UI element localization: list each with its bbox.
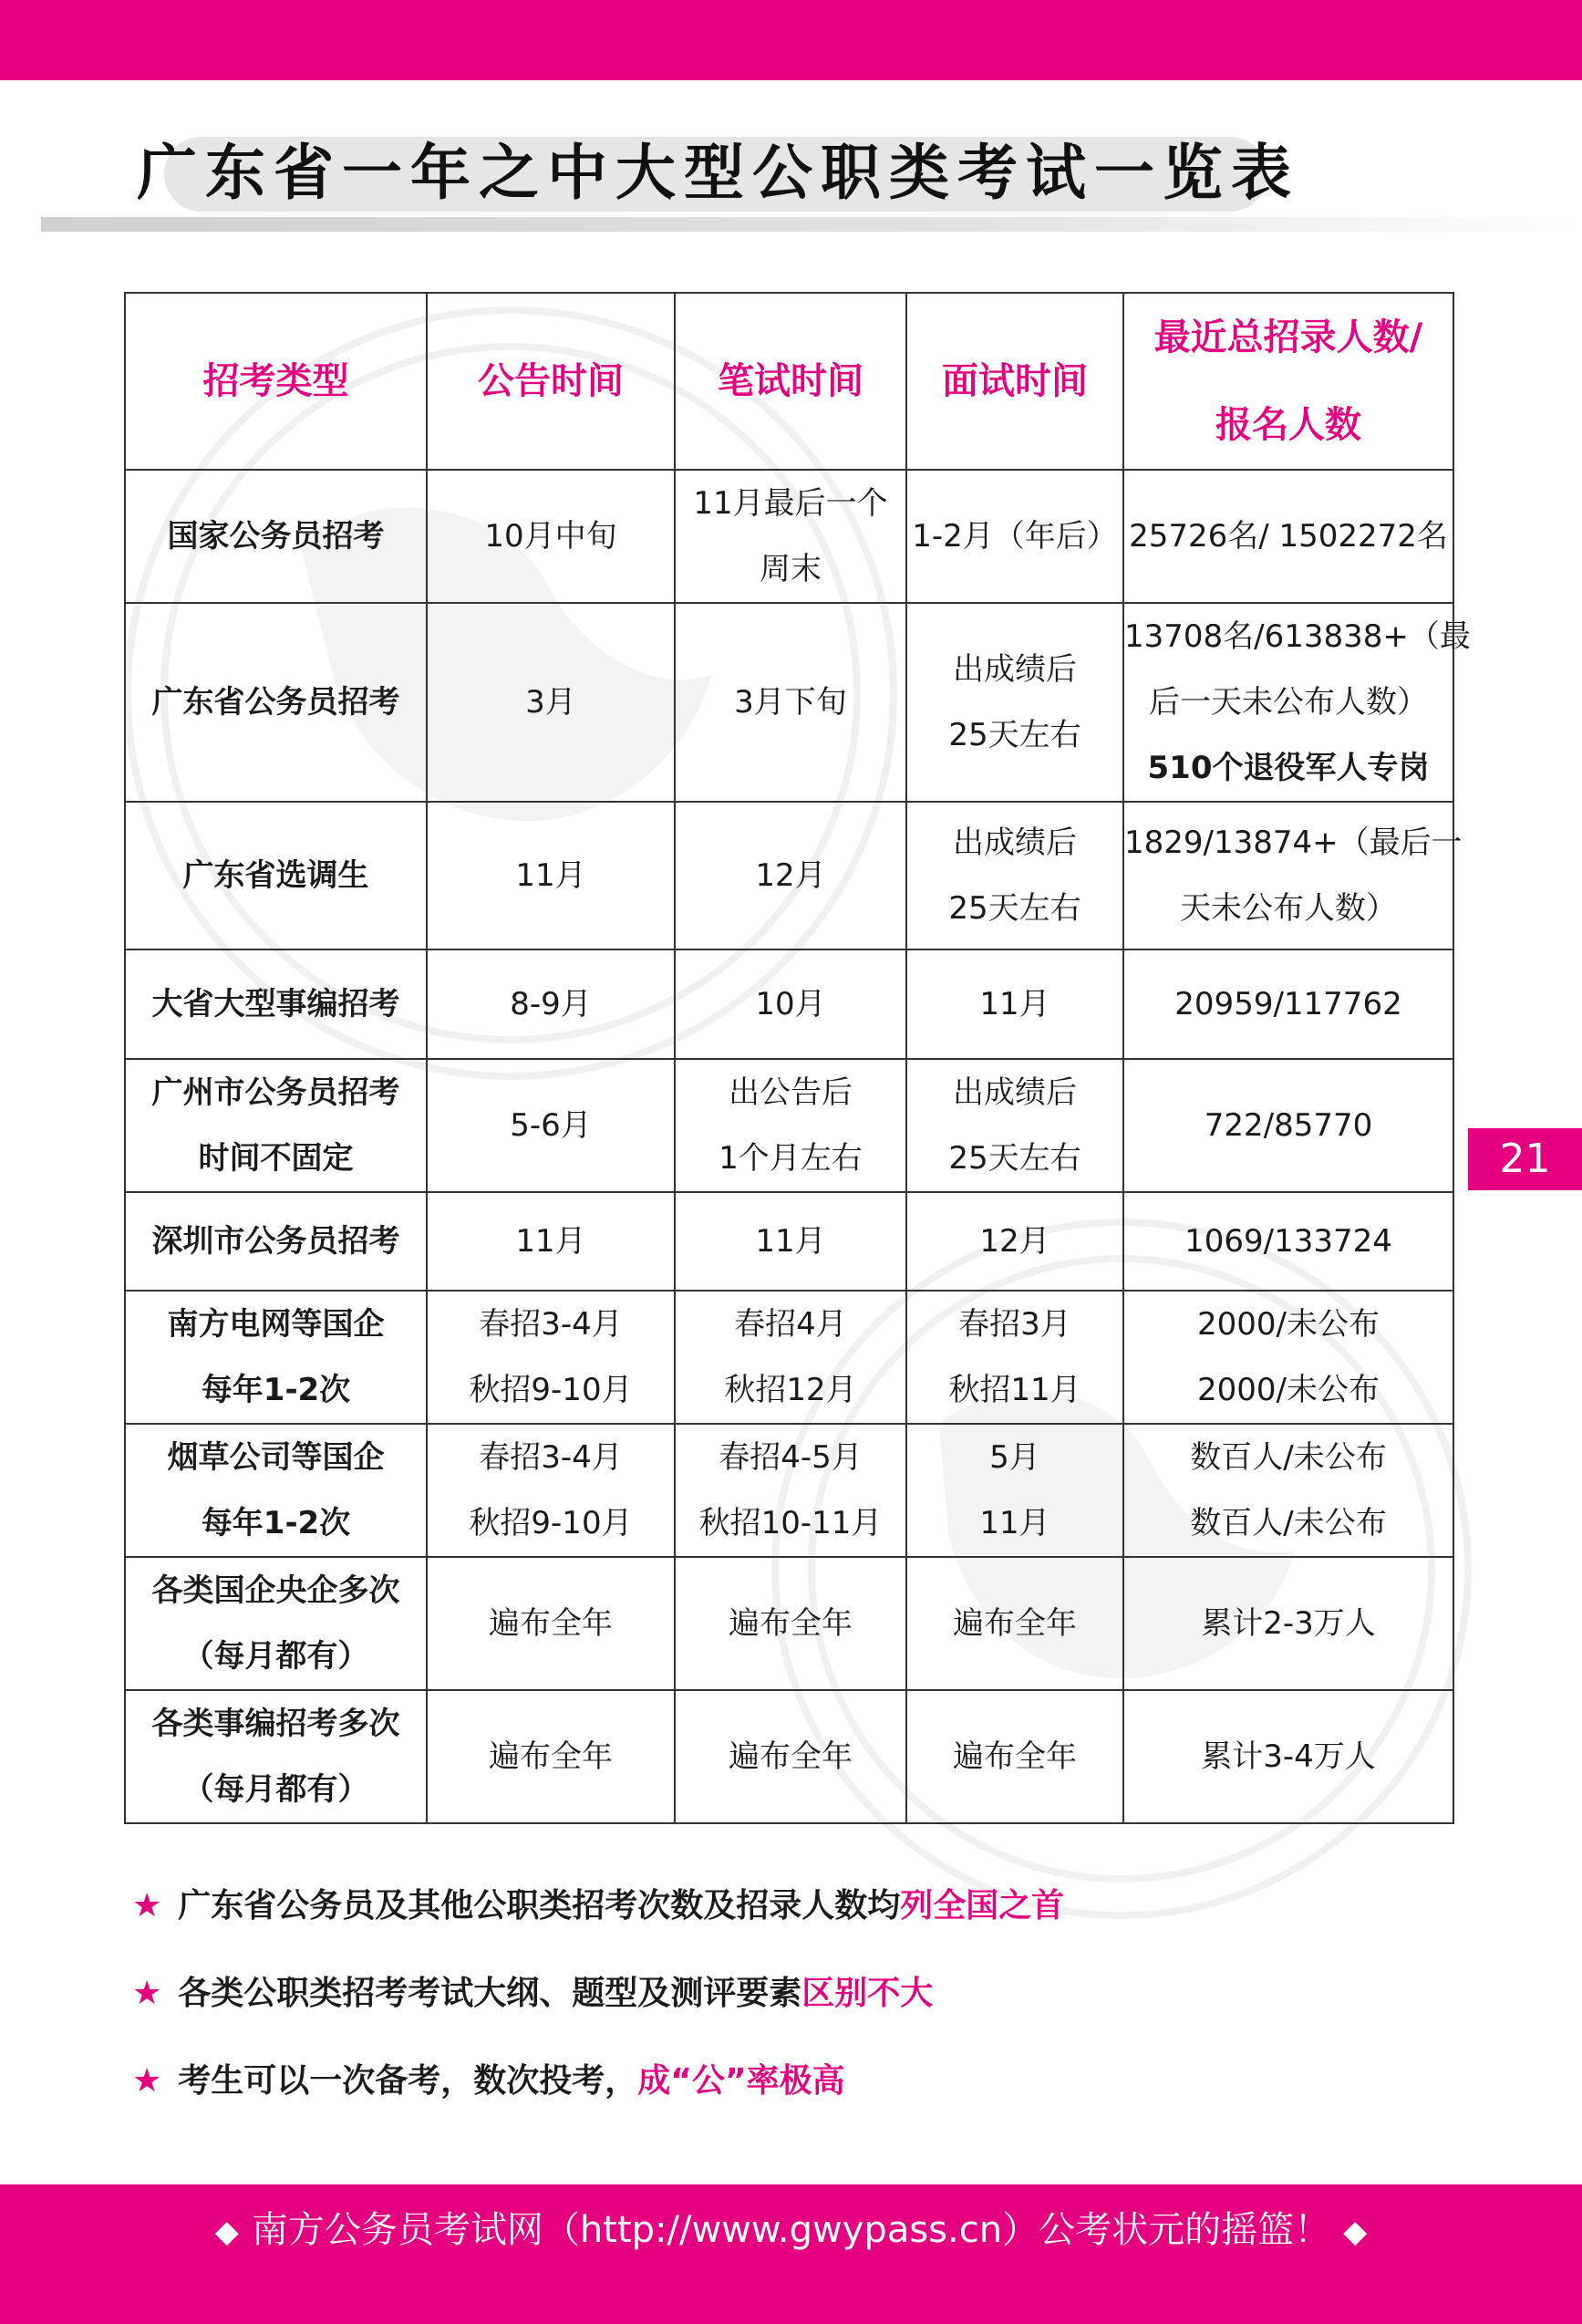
cell-announce-time <box>427 1059 675 1192</box>
cell-interview-time <box>906 802 1123 949</box>
cell-text-line: 深圳市公务员招考 <box>151 1223 400 1260</box>
header-announce-time <box>427 293 675 470</box>
header-interview-time <box>906 293 1123 470</box>
cell-text-line: 春招3月 <box>958 1306 1071 1343</box>
cell-text-line: 1-2月（年后） <box>912 518 1118 555</box>
cell-recruit-count <box>1123 1557 1453 1690</box>
cell-text-line: 13708名/613838+（最 <box>1124 618 1471 655</box>
cell-interview-time <box>906 603 1123 802</box>
cell-text-line: 1069/133724 <box>1184 1223 1392 1260</box>
header-label: 面试时间 <box>942 360 1088 402</box>
cell-interview-time <box>906 470 1123 603</box>
cell-text-line: 时间不固定 <box>198 1140 354 1177</box>
cell-text-line: 1829/13874+（最后一 <box>1124 825 1463 861</box>
note-item <box>132 1966 1454 2054</box>
table-row <box>125 1690 1453 1823</box>
cell-text-line: 5-6月 <box>510 1107 592 1144</box>
cell-text-line: 累计2-3万人 <box>1201 1605 1376 1642</box>
cell-text-line: 11月 <box>515 857 586 894</box>
notes-list <box>132 1879 1454 2142</box>
note-item <box>132 2054 1454 2142</box>
cell-text-line: 秋招10-11月 <box>698 1505 883 1541</box>
cell-text-line: （每月都有） <box>182 1638 369 1675</box>
cell-text-line: 8-9月 <box>510 986 592 1022</box>
cell-text-line: 2000/未公布 <box>1197 1372 1380 1408</box>
cell-text-line: 遍布全年 <box>953 1605 1077 1642</box>
table-row <box>125 1424 1453 1557</box>
cell-text-line: 遍布全年 <box>489 1738 613 1775</box>
cell-text-line: 大省大型事编招考 <box>151 986 400 1022</box>
table-header-row <box>125 293 1453 470</box>
cell-text-line: 20959/117762 <box>1174 986 1402 1022</box>
cell-exam-type <box>125 1424 427 1557</box>
cell-text-line: 722/85770 <box>1204 1107 1373 1144</box>
cell-recruit-count <box>1123 802 1463 949</box>
cell-written-time <box>675 1690 906 1823</box>
note-highlight: 区别不大 <box>801 1975 934 2012</box>
footer-banner <box>0 2184 1582 2324</box>
header-exam-type <box>125 293 427 470</box>
cell-text-line: 各类国企央企多次 <box>151 1572 400 1609</box>
table-row <box>125 1059 1453 1192</box>
cell-text-line: 25天左右 <box>948 890 1081 927</box>
diamond-icon: ◆ <box>1343 2214 1368 2250</box>
cell-written-time <box>675 949 906 1059</box>
cell-recruit-count <box>1123 470 1453 603</box>
page-number-badge: 21 <box>1468 1128 1582 1190</box>
cell-announce-time <box>427 1192 675 1291</box>
cell-text-line: 25726名/ 1502272名 <box>1129 518 1448 555</box>
cell-text-line: 11月 <box>755 1223 826 1260</box>
cell-recruit-count <box>1123 1291 1453 1424</box>
cell-interview-time <box>906 1192 1123 1291</box>
cell-exam-type <box>125 949 427 1059</box>
cell-text-line: 数百人/未公布 <box>1190 1439 1387 1476</box>
cell-text-line: 秋招9-10月 <box>469 1505 633 1541</box>
note-text: 广东省公务员及其他公职类招考次数及招录人数均 <box>178 1887 901 1925</box>
cell-exam-type <box>125 603 427 802</box>
table-row <box>125 603 1453 802</box>
cell-text-line: 春招4-5月 <box>719 1439 863 1476</box>
cell-announce-time <box>427 603 675 802</box>
cell-text-line: 秋招12月 <box>724 1372 857 1408</box>
cell-text-line: 12月 <box>755 857 826 894</box>
table-row <box>125 949 1453 1059</box>
diamond-icon: ◆ <box>214 2214 239 2250</box>
cell-text-line: 10月中旬 <box>484 518 617 555</box>
cell-text-line: 广东省公务员招考 <box>151 684 400 721</box>
title-block <box>128 128 1313 219</box>
cell-written-time <box>675 1059 906 1192</box>
cell-text-line: 广东省选调生 <box>182 857 369 894</box>
cell-text-line: 11月 <box>979 986 1050 1022</box>
cell-text-line: 出成绩后 <box>953 1074 1077 1111</box>
cell-text-line: 遍布全年 <box>953 1738 1077 1775</box>
veteran-posts-note: 510个退役军人专岗 <box>1147 750 1430 786</box>
cell-text-line: 春招4月 <box>734 1306 847 1343</box>
cell-text-line: 累计3-4万人 <box>1201 1738 1376 1775</box>
cell-interview-time <box>906 1291 1123 1424</box>
exam-schedule-table <box>124 292 1471 1824</box>
cell-text-line: 11月 <box>979 1505 1050 1541</box>
cell-interview-time <box>906 1059 1123 1192</box>
header-label: 公告时间 <box>478 360 624 402</box>
page-title: 广东省一年之中大型公职类考试一览表 <box>137 138 1299 208</box>
cell-text-line: 数百人/未公布 <box>1190 1505 1387 1541</box>
table-row <box>125 1557 1453 1690</box>
cell-text-line: 1个月左右 <box>719 1140 863 1177</box>
cell-text-line: 烟草公司等国企 <box>167 1439 385 1476</box>
cell-text-line: 春招3-4月 <box>479 1306 623 1343</box>
cell-announce-time <box>427 1424 675 1557</box>
table-row <box>125 802 1453 949</box>
table-row <box>125 1291 1453 1424</box>
cell-exam-type <box>125 802 427 949</box>
cell-text-line: 25天左右 <box>948 1140 1081 1177</box>
table-row <box>125 1192 1453 1291</box>
cell-text-line: 3月下旬 <box>734 684 847 721</box>
header-label: 招考类型 <box>202 360 349 402</box>
cell-text-line: 每年1-2次 <box>201 1372 351 1408</box>
cell-recruit-count <box>1123 603 1471 802</box>
cell-text-line: 遍布全年 <box>729 1605 853 1642</box>
cell-text-line: 各类事编招考多次 <box>151 1706 400 1742</box>
header-label: 最近总招录人数/ <box>1153 316 1423 358</box>
cell-text-line: 遍布全年 <box>489 1605 613 1642</box>
header-written-time <box>675 293 906 470</box>
cell-announce-time <box>427 949 675 1059</box>
cell-written-time <box>675 603 906 802</box>
cell-announce-time <box>427 1690 675 1823</box>
cell-recruit-count <box>1123 1424 1453 1557</box>
cell-text-line: 5月 <box>989 1439 1040 1476</box>
cell-recruit-count <box>1123 1192 1453 1291</box>
cell-written-time <box>675 1291 906 1424</box>
cell-announce-time <box>427 1291 675 1424</box>
star-icon: ★ <box>132 2062 162 2100</box>
cell-text-line: 国家公务员招考 <box>167 518 385 555</box>
cell-text-line: 出公告后 <box>729 1074 853 1111</box>
cell-text-line: 出成绩后 <box>953 825 1077 861</box>
cell-written-time <box>675 1192 906 1291</box>
cell-text-line: 春招3-4月 <box>479 1439 623 1476</box>
cell-exam-type <box>125 470 427 603</box>
header-label: 报名人数 <box>1215 404 1361 446</box>
note-highlight: 成“公”率极高 <box>637 2062 845 2100</box>
cell-recruit-count <box>1123 949 1453 1059</box>
note-text: 考生可以一次备考，数次投考， <box>178 2062 638 2100</box>
cell-text-line: 出成绩后 <box>953 651 1077 688</box>
cell-text-line: 11月 <box>515 1223 586 1260</box>
note-highlight: 列全国之首 <box>900 1887 1065 1925</box>
cell-exam-type <box>125 1557 427 1690</box>
cell-text-line: 后一天未公布人数） <box>1149 684 1428 721</box>
cell-exam-type <box>125 1192 427 1291</box>
cell-recruit-count <box>1123 1059 1453 1192</box>
table-row <box>125 470 1453 603</box>
cell-interview-time <box>906 949 1123 1059</box>
cell-text-line: （每月都有） <box>182 1771 369 1808</box>
cell-exam-type <box>125 1690 427 1823</box>
cell-text-line: 秋招9-10月 <box>469 1372 633 1408</box>
footer-text: 南方公务员考试网（http://www.gwypass.cn）公考状元的摇篮！ <box>251 2209 1331 2251</box>
title-underline <box>41 217 1582 232</box>
cell-text-line: 10月 <box>755 986 826 1022</box>
cell-text-line: 11月最后一个 <box>693 485 888 522</box>
cell-text-line: 广州市公务员招考 <box>151 1074 400 1111</box>
cell-interview-time <box>906 1424 1123 1557</box>
note-item <box>132 1879 1454 1966</box>
cell-text-line: 每年1-2次 <box>201 1505 351 1541</box>
cell-text-line: 2000/未公布 <box>1197 1306 1380 1343</box>
star-icon: ★ <box>132 1887 162 1925</box>
cell-text-line: 周末 <box>760 551 822 587</box>
cell-text-line: 12月 <box>979 1223 1050 1260</box>
cell-interview-time <box>906 1557 1123 1690</box>
cell-text-line: 3月 <box>525 684 576 721</box>
star-icon: ★ <box>132 1975 162 2012</box>
cell-text-line: 天未公布人数） <box>1180 890 1397 927</box>
cell-announce-time <box>427 470 675 603</box>
header-label: 笔试时间 <box>718 360 863 402</box>
cell-announce-time <box>427 802 675 949</box>
cell-interview-time <box>906 1690 1123 1823</box>
cell-written-time <box>675 1424 906 1557</box>
note-text: 各类公职类招考考试大纲、题型及测评要素 <box>178 1975 802 2012</box>
cell-text-line: 南方电网等国企 <box>167 1306 385 1343</box>
cell-announce-time <box>427 1557 675 1690</box>
cell-written-time <box>675 802 906 949</box>
cell-text-line: 25天左右 <box>948 717 1081 753</box>
header-recruit-count <box>1123 293 1453 470</box>
cell-exam-type <box>125 1059 427 1192</box>
cell-exam-type <box>125 1291 427 1424</box>
cell-text-line: 遍布全年 <box>729 1738 853 1775</box>
cell-recruit-count <box>1123 1690 1453 1823</box>
cell-written-time <box>675 1557 906 1690</box>
cell-text-line: 秋招11月 <box>948 1372 1081 1408</box>
cell-written-time <box>675 470 906 603</box>
